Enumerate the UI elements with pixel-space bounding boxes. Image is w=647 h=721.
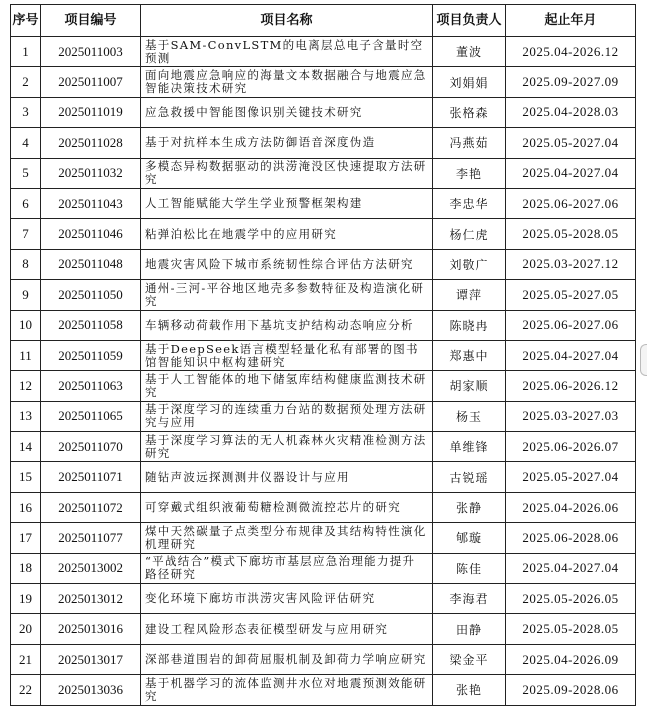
- table-row: [11, 401, 636, 431]
- header-period: 起止年月: [506, 5, 636, 37]
- project-name: 基于DeepSeek语言模型轻量化私有部署的图书馆智能知识中枢构建研究: [141, 340, 433, 370]
- project-period: 2025.04-2027.04: [506, 340, 636, 370]
- row-number: 7: [11, 219, 41, 249]
- header-name: 项目名称: [141, 5, 433, 37]
- project-owner: 刘娟娟: [433, 67, 506, 97]
- project-name: 面向地震应急响应的海量文本数据融合与地震应急智能决策技术研究: [141, 67, 433, 97]
- row-number: 13: [11, 401, 41, 431]
- project-period: 2025.04-2026.06: [506, 492, 636, 522]
- row-number: 9: [11, 280, 41, 310]
- project-period: 2025.05-2027.04: [506, 462, 636, 492]
- project-owner: 梁金平: [433, 644, 506, 674]
- project-id: 2025013012: [41, 584, 141, 614]
- project-name: 地震灾害风险下城市系统韧性综合评估方法研究: [141, 249, 433, 279]
- project-id: 2025013002: [41, 553, 141, 583]
- project-period: 2025.06-2027.06: [506, 310, 636, 340]
- project-id: 2025011043: [41, 188, 141, 218]
- project-period: 2025.06-2026.07: [506, 432, 636, 462]
- project-id: 2025011019: [41, 97, 141, 127]
- table-row: [11, 310, 636, 340]
- project-id: 2025011050: [41, 280, 141, 310]
- project-owner: 张静: [433, 492, 506, 522]
- project-period: 2025.05-2028.05: [506, 219, 636, 249]
- project-period: 2025.05-2028.05: [506, 614, 636, 644]
- project-period: 2025.03-2027.03: [506, 401, 636, 431]
- project-period: 2025.06-2028.06: [506, 523, 636, 553]
- table-row: [11, 614, 636, 644]
- project-name: 可穿戴式组织液葡萄糖检测微流控芯片的研究: [141, 492, 433, 522]
- row-number: 3: [11, 97, 41, 127]
- table-row: [11, 371, 636, 401]
- table-row: [11, 340, 636, 370]
- table-row: [11, 553, 636, 583]
- project-id: 2025011007: [41, 67, 141, 97]
- row-number: 5: [11, 158, 41, 188]
- project-id: 2025011003: [41, 37, 141, 67]
- project-name: 建设工程风险形态表征模型研发与应用研究: [141, 614, 433, 644]
- row-number: 10: [11, 310, 41, 340]
- project-period: 2025.06-2027.06: [506, 188, 636, 218]
- project-owner: 陈佳: [433, 553, 506, 583]
- project-owner: 张格森: [433, 97, 506, 127]
- table-row: [11, 249, 636, 279]
- project-name: 基于对抗样本生成方法防御语音深度伪造: [141, 128, 433, 158]
- project-period: 2025.04-2026.09: [506, 644, 636, 674]
- project-name: 基于SAM-ConvLSTM的电离层总电子含量时空预测: [141, 37, 433, 67]
- project-name: 车辆移动荷载作用下基坑支护结构动态响应分析: [141, 310, 433, 340]
- project-name: 应急救援中智能图像识别关键技术研究: [141, 97, 433, 127]
- row-number: 18: [11, 553, 41, 583]
- project-id: 2025011048: [41, 249, 141, 279]
- table-row: [11, 675, 636, 705]
- header-id: 项目编号: [41, 5, 141, 37]
- project-owner: 冯燕茹: [433, 128, 506, 158]
- row-number: 4: [11, 128, 41, 158]
- project-period: 2025.09-2027.09: [506, 67, 636, 97]
- row-number: 16: [11, 492, 41, 522]
- project-owner: 郇璇: [433, 523, 506, 553]
- row-number: 21: [11, 644, 41, 674]
- project-name: 粘弹泊松比在地震学中的应用研究: [141, 219, 433, 249]
- project-period: 2025.06-2026.12: [506, 371, 636, 401]
- table-row: [11, 219, 636, 249]
- table-row: [11, 644, 636, 674]
- project-name: 基于机器学习的流体监测井水位对地震预测效能研究: [141, 675, 433, 705]
- project-id: 2025011028: [41, 128, 141, 158]
- table-row: [11, 523, 636, 553]
- project-owner: 杨仁虎: [433, 219, 506, 249]
- table-row: [11, 280, 636, 310]
- project-owner: 李艳: [433, 158, 506, 188]
- table-row: [11, 128, 636, 158]
- row-number: 8: [11, 249, 41, 279]
- header-row: [11, 5, 636, 37]
- project-name: 基于深度学习的连续重力台站的数据预处理方法研究与应用: [141, 401, 433, 431]
- row-number: 6: [11, 188, 41, 218]
- project-name: 深部巷道围岩的卸荷屈服机制及卸荷力学响应研究: [141, 644, 433, 674]
- row-number: 19: [11, 584, 41, 614]
- project-id: 2025013016: [41, 614, 141, 644]
- project-name: 通州-三河-平谷地区地壳多参数特征及构造演化研究: [141, 280, 433, 310]
- project-name: 基于人工智能体的地下储氢库结构健康监测技术研究: [141, 371, 433, 401]
- project-id: 2025011032: [41, 158, 141, 188]
- table-row: [11, 37, 636, 67]
- project-owner: 郑惠中: [433, 340, 506, 370]
- table-row: [11, 188, 636, 218]
- project-id: 2025013017: [41, 644, 141, 674]
- project-id: 2025011046: [41, 219, 141, 249]
- project-name: 多模态异构数据驱动的洪涝淹没区快速提取方法研究: [141, 158, 433, 188]
- header-no: 序号: [11, 5, 41, 37]
- table-row: [11, 97, 636, 127]
- row-number: 17: [11, 523, 41, 553]
- project-owner: 谭萍: [433, 280, 506, 310]
- project-id: 2025011072: [41, 492, 141, 522]
- project-owner: 李忠华: [433, 188, 506, 218]
- table-row: [11, 462, 636, 492]
- project-id: 2025011077: [41, 523, 141, 553]
- project-id: 2025011059: [41, 340, 141, 370]
- project-owner: 杨玉: [433, 401, 506, 431]
- project-table-container: [10, 4, 635, 706]
- project-owner: 董波: [433, 37, 506, 67]
- project-period: 2025.03-2027.12: [506, 249, 636, 279]
- project-id: 2025013036: [41, 675, 141, 705]
- project-period: 2025.05-2027.04: [506, 128, 636, 158]
- table-row: [11, 584, 636, 614]
- project-id: 2025011058: [41, 310, 141, 340]
- row-number: 22: [11, 675, 41, 705]
- project-period: 2025.04-2027.04: [506, 158, 636, 188]
- row-number: 12: [11, 371, 41, 401]
- project-table: [10, 4, 636, 706]
- project-owner: 陈晓冉: [433, 310, 506, 340]
- project-id: 2025011070: [41, 432, 141, 462]
- table-row: [11, 67, 636, 97]
- project-id: 2025011063: [41, 371, 141, 401]
- project-period: 2025.09-2028.06: [506, 675, 636, 705]
- project-period: 2025.05-2027.05: [506, 280, 636, 310]
- project-name: 变化环境下廊坊市洪涝灾害风险评估研究: [141, 584, 433, 614]
- row-number: 14: [11, 432, 41, 462]
- project-owner: 张艳: [433, 675, 506, 705]
- header-owner: 项目负责人: [433, 5, 506, 37]
- project-owner: 田静: [433, 614, 506, 644]
- project-period: 2025.04-2028.03: [506, 97, 636, 127]
- project-owner: 李海君: [433, 584, 506, 614]
- project-owner: 古锐瑶: [433, 462, 506, 492]
- project-id: 2025011071: [41, 462, 141, 492]
- table-row: [11, 432, 636, 462]
- row-number: 1: [11, 37, 41, 67]
- project-name: “平战结合”模式下廊坊市基层应急治理能力提升路径研究: [141, 553, 433, 583]
- side-scroll-handle[interactable]: [640, 344, 647, 376]
- row-number: 15: [11, 462, 41, 492]
- table-header: [11, 5, 636, 37]
- project-period: 2025.04-2026.12: [506, 37, 636, 67]
- project-id: 2025011065: [41, 401, 141, 431]
- project-period: 2025.04-2027.04: [506, 553, 636, 583]
- project-owner: 胡家顺: [433, 371, 506, 401]
- project-period: 2025.05-2026.05: [506, 584, 636, 614]
- row-number: 2: [11, 67, 41, 97]
- row-number: 20: [11, 614, 41, 644]
- table-body: [11, 37, 636, 706]
- row-number: 11: [11, 340, 41, 370]
- table-row: [11, 158, 636, 188]
- project-owner: 单维锋: [433, 432, 506, 462]
- project-name: 基于深度学习算法的无人机森林火灾精准检测方法研究: [141, 432, 433, 462]
- project-name: 煤中天然碳量子点类型分布规律及其结构特性演化机理研究: [141, 523, 433, 553]
- project-name: 人工智能赋能大学生学业预警框架构建: [141, 188, 433, 218]
- table-row: [11, 492, 636, 522]
- project-name: 随钻声波远探测测井仪器设计与应用: [141, 462, 433, 492]
- project-owner: 刘敬广: [433, 249, 506, 279]
